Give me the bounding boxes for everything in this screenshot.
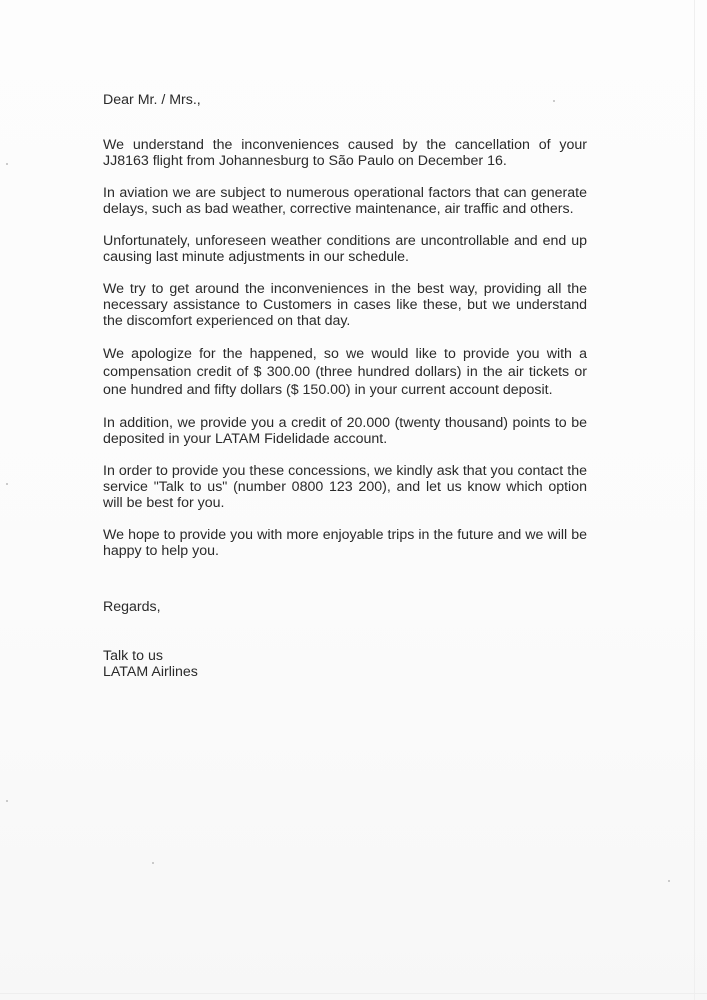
scan-speck xyxy=(152,862,154,864)
letter-salutation: Dear Mr. / Mrs., xyxy=(103,92,201,108)
letter-closing: Regards, xyxy=(103,599,161,615)
signature-department: Talk to us xyxy=(103,648,163,664)
signature-company: LATAM Airlines xyxy=(103,664,198,680)
scan-speck xyxy=(668,880,670,882)
letter-signature xyxy=(103,648,587,680)
scan-speck xyxy=(6,163,8,165)
page-edge-shadow xyxy=(694,0,695,1000)
paragraph-operational-factors: In aviation we are subject to numerous operational factors that can generate delays, such as bad weather, corrective maintenance, air traffic and others. xyxy=(103,185,587,217)
paragraph-points-credit: In addition, we provide you a credit of 20.000 (twenty thousand) points to be deposited in your LATAM Fidelidade account. xyxy=(103,415,587,447)
paragraph-cancellation: We understand the inconveniences caused by the cancellation of your JJ8163 flight from Johannesburg to São Paulo on December 16. xyxy=(103,137,587,169)
paragraph-future-trips: We hope to provide you with more enjoyable trips in the future and we will be happy to help you. xyxy=(103,527,587,559)
scan-speck xyxy=(6,483,8,485)
letter-body xyxy=(103,92,587,680)
scan-speck xyxy=(6,800,8,802)
paragraph-contact-instructions: In order to provide you these concessions, we kindly ask that you contact the service "Talk to us" (number 0800 123 200), and let us know which option will be best for you. xyxy=(103,463,587,511)
page-bottom-edge xyxy=(0,993,707,994)
paragraph-compensation: We apologize for the happened, so we would like to provide you with a compensation credit of $ 300.00 (three hundred dollars) in the air tickets or one hundred and fifty dollars ($ 150.00) in your current account deposit. xyxy=(103,346,587,398)
paragraph-weather: Unfortunately, unforeseen weather conditions are uncontrollable and end up causing last minute adjustments in our schedule. xyxy=(103,233,587,265)
paragraph-assistance: We try to get around the inconveniences in the best way, providing all the necessary assistance to Customers in cases like these, but we understand the discomfort experienced on that day. xyxy=(103,281,587,329)
